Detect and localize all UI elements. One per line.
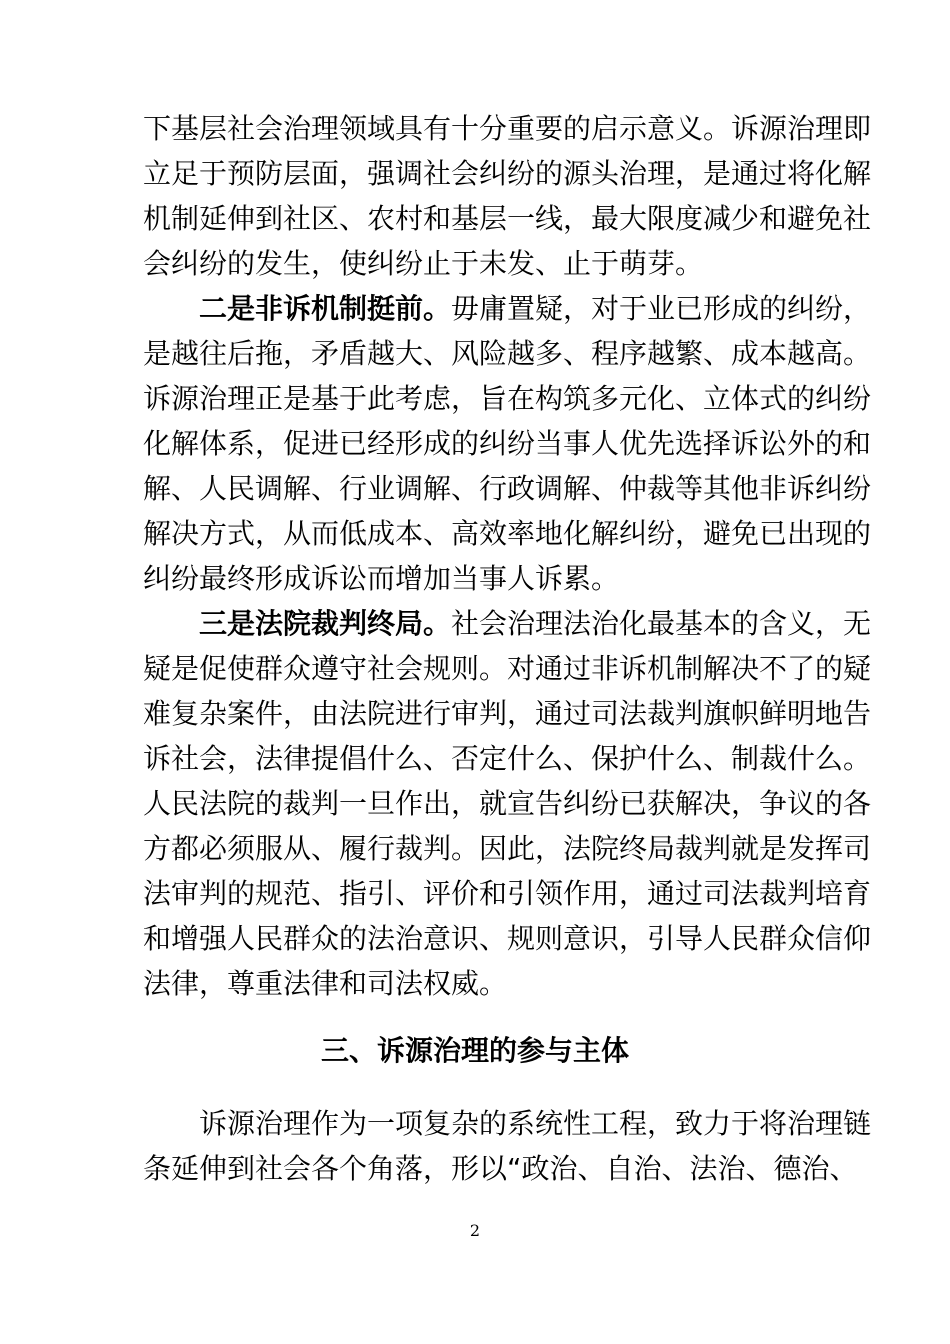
paragraph-line: 立足于预防层面，强调社会纠纷的源头治理，是通过将化解 <box>143 157 872 190</box>
body-text-block <box>143 106 872 1006</box>
paragraph-line-rest: 毋庸置疑，对于业已形成的纠纷， <box>451 292 872 325</box>
body-text-block <box>143 1101 872 1191</box>
paragraph-line: 诉社会，法律提倡什么、否定什么、保护什么、制裁什么。 <box>143 742 872 775</box>
paragraph-line: 法律，尊重法律和司法权威。 <box>143 967 508 1000</box>
paragraph-line: 会纠纷的发生，使纠纷止于未发、止于萌芽。 <box>143 247 704 280</box>
paragraph-line: 下基层社会治理领域具有十分重要的启示意义。诉源治理即 <box>143 112 872 145</box>
paragraph-line: 和增强人民群众的法治意识、规则意识，引导人民群众信仰 <box>143 922 872 955</box>
paragraph-line: 解、人民调解、行业调解、行政调解、仲裁等其他非诉纠纷 <box>143 472 872 505</box>
paragraph-line: 诉源治理作为一项复杂的系统性工程，致力于将治理链 <box>199 1107 872 1140</box>
paragraph-line: 是越往后拖，矛盾越大、风险越多、程序越繁、成本越高。 <box>143 337 872 370</box>
paragraph-heading: 三是法院裁判终局。 <box>199 607 452 640</box>
paragraph-line: 难复杂案件，由法院进行审判，通过司法裁判旗帜鲜明地告 <box>143 697 872 730</box>
paragraph-line: 化解体系，促进已经形成的纠纷当事人优先选择诉讼外的和 <box>143 427 872 460</box>
paragraph-heading: 二是非诉机制挺前。 <box>199 292 452 325</box>
paragraph-line: 疑是促使群众遵守社会规则。对通过非诉机制解决不了的疑 <box>143 652 872 685</box>
paragraph-line: 条延伸到社会各个角落，形以“政治、自治、法治、德治、 <box>143 1152 858 1185</box>
paragraph-line: 诉源治理正是基于此考虑，旨在构筑多元化、立体式的纠纷 <box>143 382 872 415</box>
paragraph-line: 方都必须服从、履行裁判。因此，法院终局裁判就是发挥司 <box>143 832 872 865</box>
paragraph-line: 纠纷最终形成诉讼而增加当事人诉累。 <box>143 562 620 595</box>
paragraph-line: 人民法院的裁判一旦作出，就宣告纠纷已获解决，争议的各 <box>143 787 872 820</box>
paragraph-first-line <box>143 286 872 331</box>
paragraph-line-rest: 社会治理法治化最基本的含义，无 <box>451 607 872 640</box>
page-number: 2 <box>469 1221 481 1240</box>
paragraph-line: 机制延伸到社区、农村和基层一线，最大限度减少和避免社 <box>143 202 872 235</box>
paragraph-first-line <box>143 601 872 646</box>
paragraph-line: 法审判的规范、指引、评价和引领作用，通过司法裁判培育 <box>143 877 872 910</box>
section-heading: 三、诉源治理的参与主体 <box>320 1034 629 1067</box>
paragraph-line: 解决方式，从而低成本、高效率地化解纠纷，避免已出现的 <box>143 517 872 550</box>
